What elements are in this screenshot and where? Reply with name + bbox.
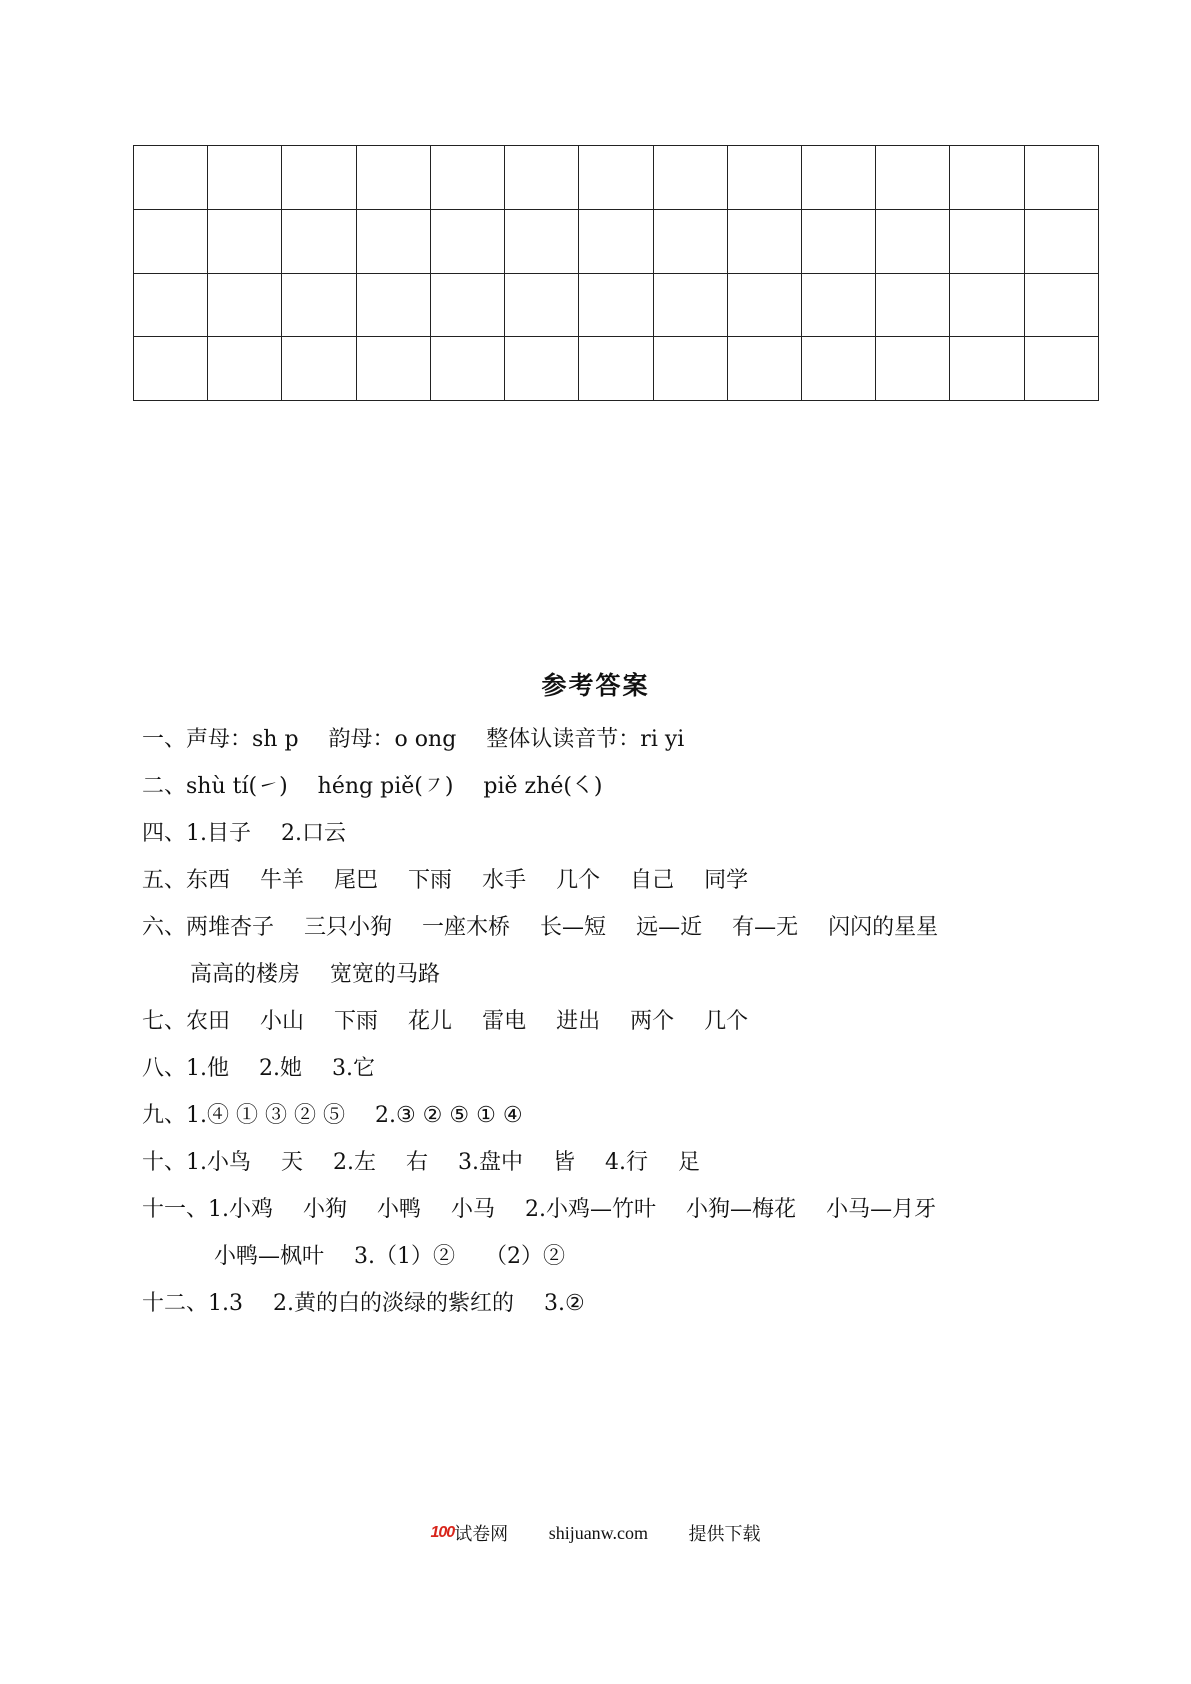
writing-grid	[133, 145, 1099, 401]
grid-cell	[653, 273, 727, 337]
grid-cell	[727, 337, 801, 401]
footer	[0, 1520, 1191, 1546]
grid-cell	[653, 146, 727, 210]
answer-segment: 一、声母：sh p	[142, 727, 299, 752]
answer-segment: 2.她	[259, 1056, 302, 1081]
answer-line	[142, 1002, 1142, 1049]
answer-segment: 八、1.他	[142, 1056, 229, 1081]
grid-cell	[134, 337, 208, 401]
answer-segment: 小鸭	[377, 1197, 422, 1222]
grid-cell	[282, 146, 356, 210]
grid-cell	[579, 146, 653, 210]
answer-segment: 下雨	[408, 868, 453, 893]
grid-cell	[505, 337, 579, 401]
answer-list	[142, 720, 1142, 1331]
site-url[interactable]: shijuanw.com	[548, 1522, 649, 1543]
answer-segment: 小狗	[303, 1197, 348, 1222]
answer-segment: 十、1.小鸟	[142, 1150, 251, 1175]
answer-segment: 2.黄的白的淡绿的紫红的	[273, 1291, 514, 1316]
grid-cell	[653, 209, 727, 273]
grid-cell	[1024, 273, 1098, 337]
answer-segment: 花儿	[408, 1009, 453, 1034]
grid-cell	[430, 209, 504, 273]
grid-cell	[727, 273, 801, 337]
answer-segment: 2.口云	[281, 821, 346, 846]
answer-segment: 七、农田	[142, 1009, 231, 1034]
answer-line	[142, 814, 1142, 861]
grid-cell	[505, 273, 579, 337]
grid-cell	[208, 209, 282, 273]
answer-segment: 整体认读音节：ri yi	[486, 727, 685, 752]
grid-row	[134, 209, 1099, 273]
answer-segment: 3.它	[332, 1056, 375, 1081]
grid-cell	[876, 146, 950, 210]
answer-line	[142, 1237, 1142, 1284]
answer-key-title: 参考答案	[541, 671, 650, 700]
answer-segment: 十二、1.3	[142, 1291, 243, 1316]
answer-segment: 十一、1.小鸡	[142, 1197, 273, 1222]
answer-segment: 2.小鸡—竹叶	[525, 1197, 657, 1222]
answer-segment: 三只小狗	[304, 915, 393, 940]
answer-segment: （2）②	[485, 1244, 566, 1269]
site-logo-text: 试卷网	[454, 1524, 509, 1544]
answer-segment: 进出	[556, 1009, 601, 1034]
answer-segment: 小鸭—枫叶	[214, 1244, 325, 1269]
answer-segment: 皆	[553, 1150, 576, 1175]
answer-segment: 一座木桥	[422, 915, 511, 940]
answer-segment: 4.行	[605, 1150, 649, 1175]
grid-cell	[430, 146, 504, 210]
grid-cell	[208, 337, 282, 401]
grid-cell	[134, 146, 208, 210]
answer-segment: 右	[406, 1150, 429, 1175]
answer-segment: 六、两堆杏子	[142, 915, 275, 940]
grid-cell	[727, 146, 801, 210]
grid-cell	[430, 273, 504, 337]
answer-segment: 牛羊	[260, 868, 305, 893]
answer-segment: 韵母：o ong	[328, 727, 457, 752]
answer-segment: 2.③ ② ⑤ ① ④	[374, 1103, 523, 1128]
grid-cell	[356, 337, 430, 401]
grid-cell	[950, 273, 1024, 337]
answer-segment: 足	[678, 1150, 701, 1175]
grid-row	[134, 146, 1099, 210]
answer-segment: 宽宽的马路	[330, 962, 441, 987]
grid-cell	[1024, 209, 1098, 273]
answer-line	[142, 861, 1142, 908]
grid-cell	[950, 209, 1024, 273]
answer-line	[142, 1190, 1142, 1237]
answer-segment: héng piě(㇇)	[317, 774, 454, 799]
answer-segment: 小山	[260, 1009, 305, 1034]
answer-segment: 3.②	[544, 1291, 585, 1316]
answer-segment: 九、1.④ ① ③ ② ⑤	[142, 1103, 345, 1128]
answer-segment: piě zhé(㇛)	[483, 774, 603, 799]
answer-segment: 五、东西	[142, 868, 231, 893]
grid-cell	[579, 337, 653, 401]
grid-cell	[356, 209, 430, 273]
answer-segment: 同学	[704, 868, 749, 893]
footer-note: 提供下载	[688, 1524, 761, 1544]
grid-cell	[876, 209, 950, 273]
answer-segment: 闪闪的星星	[828, 915, 939, 940]
grid-cell	[134, 273, 208, 337]
grid-cell	[727, 209, 801, 273]
answer-segment: 自己	[630, 868, 675, 893]
answer-segment: 几个	[556, 868, 601, 893]
answer-segment: 水手	[482, 868, 527, 893]
grid-row	[134, 273, 1099, 337]
grid-cell	[876, 273, 950, 337]
grid-cell	[208, 273, 282, 337]
grid-cell	[801, 209, 875, 273]
answer-segment: 3.（1）②	[354, 1244, 456, 1269]
grid-cell	[801, 273, 875, 337]
grid-cell	[134, 209, 208, 273]
grid-cell	[579, 209, 653, 273]
grid-cell	[356, 273, 430, 337]
answer-line	[142, 1143, 1142, 1190]
grid-cell	[876, 337, 950, 401]
grid-cell	[1024, 146, 1098, 210]
answer-line	[142, 767, 1142, 814]
site-logo: 100	[430, 1524, 455, 1541]
grid-cell	[579, 273, 653, 337]
answer-segment: 3.盘中	[458, 1150, 524, 1175]
answer-segment: 有—无	[732, 915, 799, 940]
answer-segment: 几个	[704, 1009, 749, 1034]
grid-row	[134, 337, 1099, 401]
answer-line	[142, 720, 1142, 767]
answer-segment: 尾巴	[334, 868, 379, 893]
answer-line	[142, 1284, 1142, 1331]
answer-segment: 远—近	[636, 915, 703, 940]
answer-line	[142, 955, 1142, 1002]
grid-cell	[282, 209, 356, 273]
answer-segment: 四、1.目子	[142, 821, 251, 846]
answer-segment: 小狗—梅花	[686, 1197, 797, 1222]
answer-segment: 下雨	[334, 1009, 379, 1034]
answer-segment: 小马	[451, 1197, 496, 1222]
answer-segment: 小马—月牙	[826, 1197, 937, 1222]
answer-segment: 长—短	[540, 915, 607, 940]
answer-line	[142, 1049, 1142, 1096]
grid-cell	[505, 146, 579, 210]
grid-cell	[801, 337, 875, 401]
grid-cell	[282, 273, 356, 337]
grid-cell	[950, 146, 1024, 210]
grid-cell	[430, 337, 504, 401]
grid-cell	[801, 146, 875, 210]
answer-line	[142, 908, 1142, 955]
grid-cell	[282, 337, 356, 401]
grid-cell	[208, 146, 282, 210]
grid-cell	[505, 209, 579, 273]
answer-line	[142, 1096, 1142, 1143]
grid-cell	[1024, 337, 1098, 401]
answer-segment: 两个	[630, 1009, 675, 1034]
grid-cell	[356, 146, 430, 210]
answer-segment: 二、shù tí(㇀)	[142, 774, 288, 799]
grid-cell	[653, 337, 727, 401]
answer-segment: 雷电	[482, 1009, 527, 1034]
answer-segment: 天	[281, 1150, 304, 1175]
grid-cell	[950, 337, 1024, 401]
answer-segment: 高高的楼房	[190, 962, 301, 987]
answer-segment: 2.左	[333, 1150, 377, 1175]
